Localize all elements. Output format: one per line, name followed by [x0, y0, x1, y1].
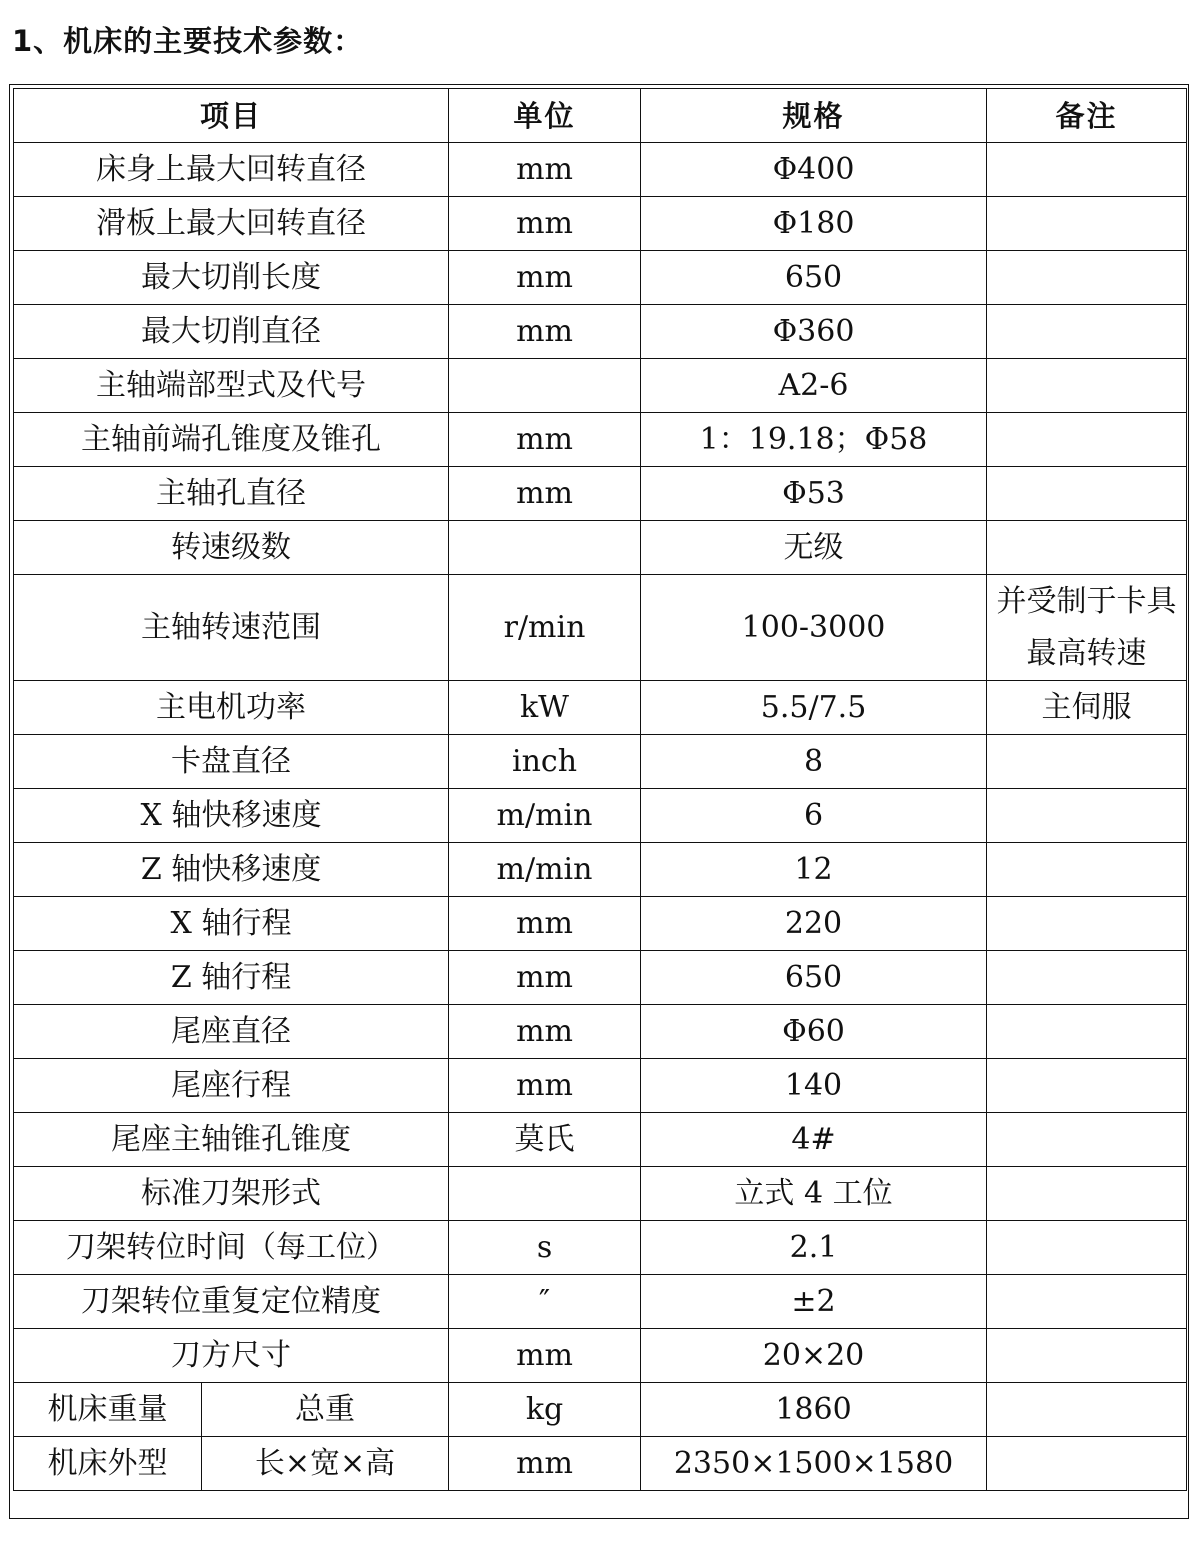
unit-cell: mm: [449, 413, 641, 467]
item-cell: 尾座直径: [14, 1005, 449, 1059]
spec-cell: 12: [641, 843, 987, 897]
table-row: [14, 251, 1187, 305]
unit-cell: mm: [449, 897, 641, 951]
unit-cell: mm: [449, 1329, 641, 1383]
item-cell: X 轴行程: [14, 897, 449, 951]
item-cell: 最大切削长度: [14, 251, 449, 305]
unit-cell: mm: [449, 1059, 641, 1113]
item-cell: 卡盘直径: [14, 735, 449, 789]
spec-cell: 650: [641, 951, 987, 1005]
item-cell: X 轴快移速度: [14, 789, 449, 843]
note-cell: [987, 1059, 1187, 1113]
spec-cell: Φ60: [641, 1005, 987, 1059]
unit-cell: mm: [449, 251, 641, 305]
spec-cell: 2.1: [641, 1221, 987, 1275]
header-row: [14, 89, 1187, 143]
note-cell: [987, 1329, 1187, 1383]
note-cell: [987, 413, 1187, 467]
note-cell: 并受制于卡具最高转速: [987, 575, 1187, 681]
unit-cell: mm: [449, 1437, 641, 1491]
unit-cell: m/min: [449, 789, 641, 843]
note-cell: [987, 305, 1187, 359]
sub-item-cell: 总重: [202, 1383, 449, 1437]
item-cell: 主电机功率: [14, 681, 449, 735]
unit-cell: r/min: [449, 575, 641, 681]
table-row: [14, 1275, 1187, 1329]
note-cell: [987, 897, 1187, 951]
note-cell: [987, 843, 1187, 897]
unit-cell: mm: [449, 1005, 641, 1059]
table-row: [14, 789, 1187, 843]
spec-cell: 100-3000: [641, 575, 987, 681]
note-cell: [987, 1005, 1187, 1059]
note-cell: [987, 1113, 1187, 1167]
unit-cell: 莫氏: [449, 1113, 641, 1167]
spec-cell: 4#: [641, 1113, 987, 1167]
spec-cell: 650: [641, 251, 987, 305]
sub-item-cell: 长×宽×高: [202, 1437, 449, 1491]
table-row: [14, 1113, 1187, 1167]
table-row: [14, 143, 1187, 197]
item-cell: 床身上最大回转直径: [14, 143, 449, 197]
item-cell: 刀方尺寸: [14, 1329, 449, 1383]
spec-cell: 1860: [641, 1383, 987, 1437]
spec-cell: 无级: [641, 521, 987, 575]
item-cell: 尾座主轴锥孔锥度: [14, 1113, 449, 1167]
note-cell: [987, 1383, 1187, 1437]
table-row: [14, 951, 1187, 1005]
spec-cell: Φ180: [641, 197, 987, 251]
group-cell: 机床外型: [14, 1437, 202, 1491]
item-cell: 主轴端部型式及代号: [14, 359, 449, 413]
note-cell: [987, 1221, 1187, 1275]
unit-cell: mm: [449, 197, 641, 251]
table-row: [14, 413, 1187, 467]
note-cell: [987, 197, 1187, 251]
table-row: [14, 521, 1187, 575]
header-unit: 单位: [449, 89, 641, 143]
spec-cell: ±2: [641, 1275, 987, 1329]
spec-cell: Φ53: [641, 467, 987, 521]
spec-cell: 立式 4 工位: [641, 1167, 987, 1221]
spec-cell: 8: [641, 735, 987, 789]
unit-cell: [449, 359, 641, 413]
table-row: [14, 1059, 1187, 1113]
spec-cell: 6: [641, 789, 987, 843]
note-cell: [987, 1437, 1187, 1491]
unit-cell: mm: [449, 143, 641, 197]
spec-cell: Φ400: [641, 143, 987, 197]
item-cell: Z 轴快移速度: [14, 843, 449, 897]
unit-cell: kW: [449, 681, 641, 735]
table-row: [14, 1005, 1187, 1059]
unit-cell: [449, 521, 641, 575]
table-row: [14, 897, 1187, 951]
note-cell: [987, 467, 1187, 521]
unit-cell: mm: [449, 467, 641, 521]
note-cell: [987, 789, 1187, 843]
table-row: [14, 1221, 1187, 1275]
header-item: 项目: [14, 89, 449, 143]
header-spec: 规格: [641, 89, 987, 143]
table-row: [14, 575, 1187, 681]
item-cell: 最大切削直径: [14, 305, 449, 359]
item-cell: 主轴转速范围: [14, 575, 449, 681]
note-cell: [987, 951, 1187, 1005]
spec-cell: Φ360: [641, 305, 987, 359]
table-row: [14, 843, 1187, 897]
unit-cell: mm: [449, 305, 641, 359]
item-cell: 主轴前端孔锥度及锥孔: [14, 413, 449, 467]
spec-cell: 20×20: [641, 1329, 987, 1383]
note-cell: 主伺服: [987, 681, 1187, 735]
unit-cell: kg: [449, 1383, 641, 1437]
spec-table: [13, 88, 1187, 1491]
spec-cell: 5.5/7.5: [641, 681, 987, 735]
note-cell: [987, 735, 1187, 789]
unit-cell: s: [449, 1221, 641, 1275]
note-cell: [987, 1275, 1187, 1329]
item-cell: 滑板上最大回转直径: [14, 197, 449, 251]
item-cell: Z 轴行程: [14, 951, 449, 1005]
table-row: [14, 359, 1187, 413]
item-cell: 转速级数: [14, 521, 449, 575]
spec-cell: 220: [641, 897, 987, 951]
item-cell: 标准刀架形式: [14, 1167, 449, 1221]
item-cell: 刀架转位重复定位精度: [14, 1275, 449, 1329]
note-cell: [987, 359, 1187, 413]
table-row: [14, 305, 1187, 359]
unit-cell: ″: [449, 1275, 641, 1329]
table-row: [14, 467, 1187, 521]
unit-cell: m/min: [449, 843, 641, 897]
table-row: [14, 1329, 1187, 1383]
item-cell: 尾座行程: [14, 1059, 449, 1113]
table-row: [14, 735, 1187, 789]
note-cell: [987, 143, 1187, 197]
spec-cell: 1：19.18；Φ58: [641, 413, 987, 467]
note-cell: [987, 1167, 1187, 1221]
spec-cell: 2350×1500×1580: [641, 1437, 987, 1491]
unit-cell: mm: [449, 951, 641, 1005]
table-row: [14, 1167, 1187, 1221]
note-cell: [987, 521, 1187, 575]
header-note: 备注: [987, 89, 1187, 143]
spec-cell: 140: [641, 1059, 987, 1113]
item-cell: 刀架转位时间（每工位）: [14, 1221, 449, 1275]
table-row: [14, 1437, 1187, 1491]
group-cell: 机床重量: [14, 1383, 202, 1437]
unit-cell: inch: [449, 735, 641, 789]
unit-cell: [449, 1167, 641, 1221]
spec-cell: A2-6: [641, 359, 987, 413]
note-cell: [987, 251, 1187, 305]
table-row: [14, 1383, 1187, 1437]
table-row: [14, 681, 1187, 735]
table-row: [14, 197, 1187, 251]
item-cell: 主轴孔直径: [14, 467, 449, 521]
page-title: 1、机床的主要技术参数：: [12, 24, 364, 58]
